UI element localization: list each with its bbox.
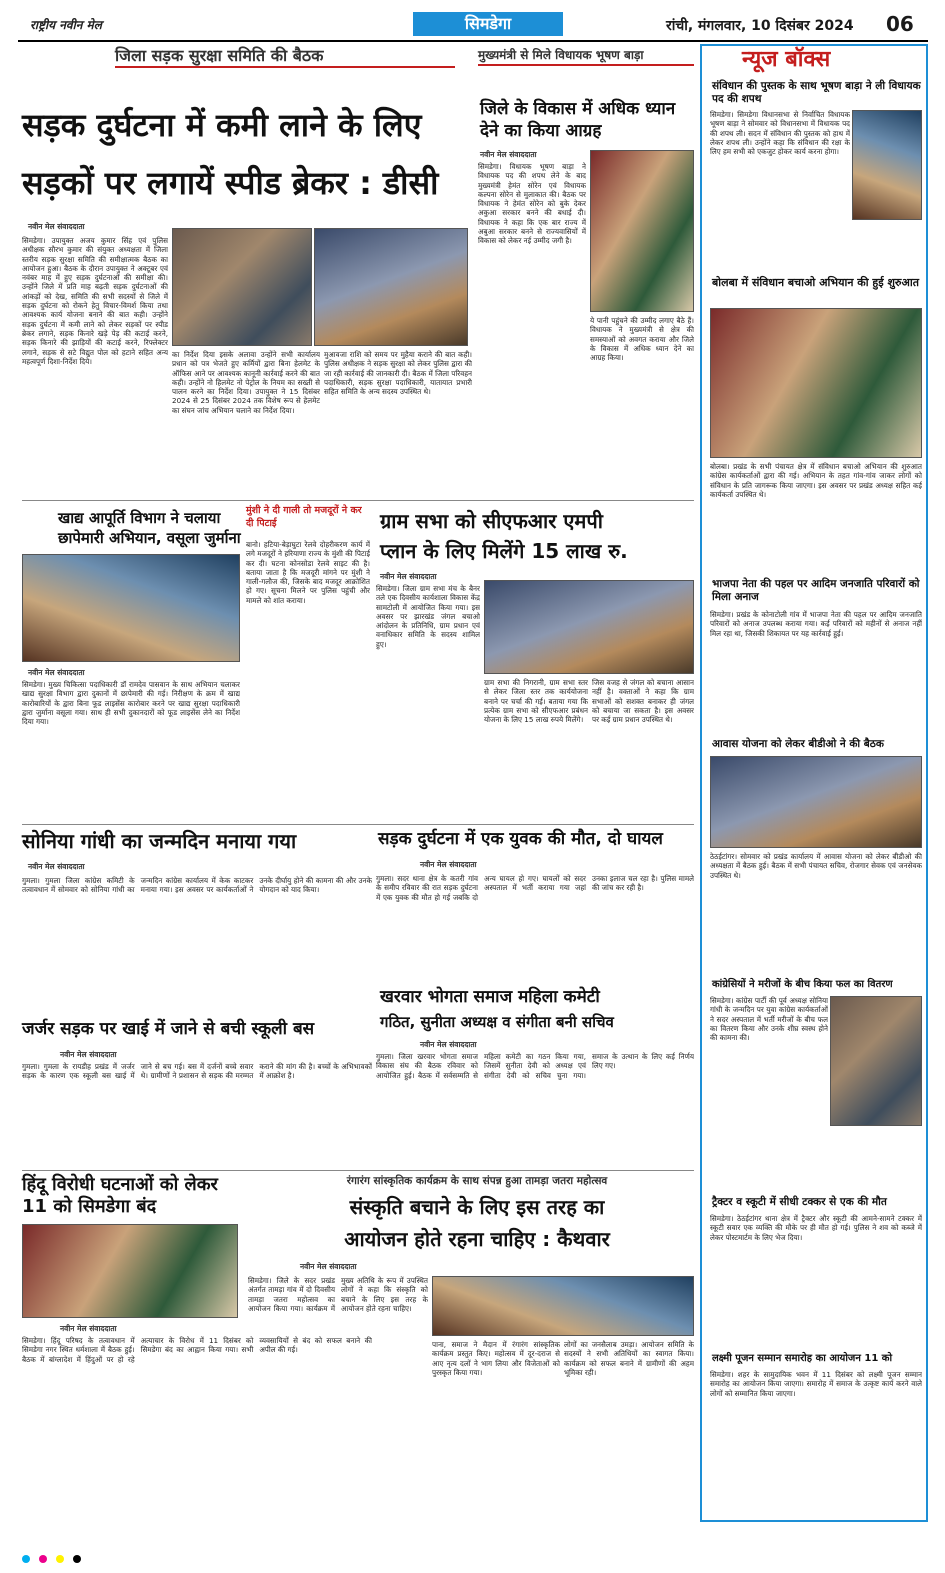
gramsabha-text-col2: ग्राम सभा की निगरानी, ग्राम सभा स्तर से लेकर जिला स्तर तक कार्ययोजना बनाने पर चर्चा की गई। बताया गया कि प्रत्येक ग्राम सभा को सीएफआर प्रबंधन योजना के लिए 15 लाख रुपये मिलेंगे। — [484, 678, 588, 725]
newsbox-title: न्यूज बॉक्स — [742, 47, 831, 72]
sonia-headline: सोनिया गांधी का जन्मदिन मनाया गया — [22, 829, 297, 853]
newsbox-story1-photo — [852, 110, 922, 220]
gramsabha-headline-2: प्लान के लिए मिलेंगे 15 लाख रु. — [380, 539, 628, 563]
accident-headline: सड़क दुर्घटना में एक युवक की मौत, दो घायल — [378, 829, 663, 849]
jatra-photo — [432, 1276, 694, 1336]
gramsabha-text-col3: जिस वजह से जंगल को बचाना आसान नहीं है। वक्ताओं ने कहा कि ग्राम सभाओं को सशक्त बनाकर ही जंगल को बचाया जा सकता है। इस अवसर पर कई ग्राम प्रधान उपस्थित थे। — [592, 678, 694, 725]
newsbox-story6-headline: ट्रैक्टर व स्कूटी में सीधी टक्कर से एक की मौत — [712, 1196, 887, 1208]
jatra-headline-2: आयोजन होते रहना चाहिए : कैथवार — [344, 1227, 610, 1251]
gramsabha-text-col1: सिमडेगा। जिला ग्राम सभा मंच के बैनर तले एक दिवसीय कार्यशाला विकास केंद्र सामटोली में आयोजित किया गया। इस अवसर पर झारखंड जंगल बचाओ आंदोलन के प्रतिनिधि, ग्राम प्रधान एवं वनाधिकार समिति के सदस्य शामिल हुए। — [376, 584, 480, 649]
lead-headline-1: सड़क दुर्घटना में कमी लाने के लिए — [22, 106, 422, 144]
jatra-text-col1: सिमडेगा। जिले के सदर प्रखंड अंतर्गत तामड़ा गांव में दो दिवसीय तामड़ा जतरा महोत्सव का आयोजन किया गया। कार्यक्रम में मुख्य अतिथि के रूप में उपस्थित लोगों ने कहा कि संस्कृति को बचाने के लिए इस तरह के आयोजन होते रहना चाहिए। — [248, 1276, 428, 1313]
newsbox-story4-photo — [710, 756, 922, 848]
lead-text-col1: सिमडेगा। उपायुक्त अजय कुमार सिंह एवं पुलिस अधीक्षक सौरभ कुमार की संयुक्त अध्यक्षता में जिला स्तरीय सड़क सुरक्षा समिति की समीक्षात्मक बैठक का आयोजन हुआ। बैठक के दौरान उपायुक्त ने अक्टूबर एवं नवंबर माह में हुए सड़क दुर्घटनाओं की समीक्षा की। उन्होंने जिले में प्रति माह बढ़ती सड़क दुर्घटनाओं की आंकड़ों को देख, समिति की सभी सदस्यों से जिले में सड़क दुर्घटना को रोकने हेतु विचार-विमर्श किया तथा आवश्यक कार्य योजना बनाने की बात कही। उन्होंने सड़क दुर्घटना में कमी लाने को लेकर सड़कों पर स्पीड ब्रेकर लगाने, सड़क किनारे खड़े पेड़ की कटाई करने, सड़क किनारे की झाड़ियों की कटाई करने, रिफ्लेक्टर लगाने, सड़क से सटे विद्युत पोल को हटाने सहित अन्य महत्वपूर्ण दिशा-निर्देश दिये। — [22, 236, 168, 366]
kharwar-text: गुमला। जिला खरवार भोगता समाज विकास संघ की बैठक रविवार को आयोजित हुई। बैठक में सर्वसम्मति से महिला कमेटी का गठन किया गया, जिसमें सुनीता देवी को अध्यक्ष एवं संगीता देवी को सचिव चुना गया। समाज के उत्थान के लिए कई निर्णय लिए गए। — [376, 1052, 694, 1080]
accident-text: गुमला। सदर थाना क्षेत्र के कतरी गांव के समीप रविवार की रात सड़क दुर्घटना में एक युवक की मौत हो गई जबकि दो अन्य घायल हो गए। घायलों को सदर अस्पताल में भर्ती कराया गया जहां उनका इलाज चल रहा है। पुलिस मामले की जांच कर रही है। — [376, 874, 694, 902]
reg-dot-cyan — [22, 1555, 30, 1563]
newsbox-story7-headline: लक्ष्मी पूजन सम्मान समारोह का आयोजन 11 को — [712, 1353, 893, 1364]
masthead-rule — [18, 40, 928, 42]
newsbox-story4-text: ठेठईटांगर। सोमवार को प्रखंड कार्यालय में आवास योजना को लेकर बीडीओ की अध्यक्षता में बैठक हुई। बैठक में सभी पंचायत सचिव, रोजगार सेवक एवं जनसेवक उपस्थित थे। — [710, 852, 922, 880]
rule-h1 — [22, 500, 694, 501]
bus-headline: जर्जर सड़क पर खाई में जाने से बची स्कूली बस — [22, 1019, 315, 1039]
hindu-photo — [22, 1224, 238, 1318]
lead-byline: नवीन मेल संवाददाता — [28, 222, 85, 231]
registration-marks — [22, 1548, 932, 1560]
newsbox-story3-text: सिमडेगा। प्रखंड के कोनाटोली गांव में भाजपा नेता की पहल पर आदिम जनजाति परिवारों को अनाज उपलब्ध कराया गया। कई परिवारों को महीनों से अनाज नहीं मिल रहा था, जिसकी शिकायत पर यह कार्रवाई हुई। — [710, 610, 922, 638]
khadya-text: सिमडेगा। मुख्य चिकित्सा पदाधिकारी डॉ रामदेव पासवान के साथ अभियान चलाकर खाद्य सुरक्षा विभाग द्वारा दुकानों में छापेमारी की गई। निरीक्षण के क्रम में खाद्य कारोबारियों के द्वारा बिना फूड लाइसेंस कारोबार करने पर खाद्य सुरक्षा पदाधिकारी द्वारा जुर्माना वसूला गया। साथ ही सभी दुकानदारों को फूड लाइसेंस लेने का निर्देश दिया गया। — [22, 680, 240, 727]
bhushan-kicker-text: मुख्यमंत्री से मिले विधायक भूषण बाड़ा — [478, 48, 644, 62]
newsbox-story4-headline: आवास योजना को लेकर बीडीओ ने की बैठक — [712, 738, 884, 750]
munshi-headline: मुंशी ने दी गाली तो मजदूरों ने कर दी पिटाई — [246, 505, 362, 529]
bhushan-photo — [590, 150, 694, 312]
jatra-text-col3: लोगों का जनसैलाब उमड़ा। आयोजन समिति के सदस्यों ने सभी अतिथियों का स्वागत किया। कार्यक्रम को सफल बनाने में ग्रामीणों की अहम भूमिका रही। — [564, 1340, 694, 1377]
dateline: रांची, मंगलवार, 10 दिसंबर 2024 — [666, 18, 854, 34]
newsbox-story5-headline: कांग्रेसियों ने मरीजों के बीच किया फल का वितरण — [712, 979, 893, 990]
khadya-photo — [22, 554, 240, 662]
jatra-kicker: रंगारंग सांस्कृतिक कार्यक्रम के साथ संपन्न हुआ तामड़ा जतरा महोत्सव — [346, 1175, 608, 1187]
gramsabha-byline: नवीन मेल संवाददाता — [380, 572, 437, 581]
kharwar-headline-1: खरवार भोगता समाज महिला कमेटी — [380, 987, 600, 1007]
lead-text-col2: का निर्देश दिया इसके अलावा उन्होंने सभी कार्यालय प्रधान को पत्र भेजते हुए कर्मियों द्वारा बिना हेलमेट के ऑफिस आने पर आवश्यक कानूनी कार्रवाई करने की बात कही। उन्होंने नो हिलमेट नो पेट्रोल के नियम का सख्ती से पालन करने का निर्देश दिया। उपायुक्त ने 15 दिसंबर 2024 से 25 दिसंबर 2024 तक विशेष रूप से हेलमेट का संघन जांच अभियान चलाने का निर्देश दिया। — [172, 350, 320, 415]
rule-h2 — [22, 824, 694, 825]
khadya-headline: खाद्य आपूर्ति विभाग ने चलाया छापेमारी अभियान, वसूला जुर्माना — [58, 509, 241, 547]
jatra-byline: नवीन मेल संवाददाता — [300, 1262, 357, 1271]
gramsabha-headline-1: ग्राम सभा को सीएफआर एमपी — [380, 509, 603, 533]
lead-photo-dc — [172, 228, 312, 346]
bus-text: गुमला। गुमला के रायडीह प्रखंड में जर्जर सड़क के कारण एक स्कूली बस खाई में जाने से बच गई। बस में दर्जनों बच्चे सवार थे। ग्रामीणों ने प्रशासन से सड़क की मरम्मत कराने की मांग की है। बच्चों के अभिभावकों में आक्रोश है। — [22, 1062, 372, 1081]
lead-kicker — [115, 46, 455, 68]
sonia-byline: नवीन मेल संवाददाता — [28, 862, 85, 871]
newsbox-story2-photo — [710, 308, 922, 458]
gramsabha-photo — [484, 580, 694, 674]
newsbox-story5-photo — [830, 996, 922, 1126]
newsbox-story7-text: सिमडेगा। शहर के सामुदायिक भवन में 11 दिसंबर को लक्ष्मी पूजन सम्मान समारोह का आयोजन किया जाएगा। समारोह में समाज के उत्कृष्ट कार्य करने वाले लोगों को सम्मानित किया जाएगा। — [710, 1370, 922, 1398]
masthead — [18, 10, 928, 40]
kharwar-headline-2: गठित, सुनीता अध्यक्ष व संगीता बनी सचिव — [380, 1013, 614, 1031]
hindu-headline: हिंदू विरोधी घटनाओं को लेकर 11 को सिमडेगा बंद — [22, 1174, 218, 1217]
reg-dot-magenta — [39, 1555, 47, 1563]
page-number: 06 — [886, 12, 914, 36]
newsbox-story3-headline: भाजपा नेता की पहल पर आदिम जनजाति परिवारों को मिला अनाज — [712, 578, 920, 603]
section-banner: सिमडेगा — [413, 12, 563, 36]
rule-h3 — [22, 1170, 694, 1171]
newsbox — [700, 44, 928, 1522]
reg-dot-yellow — [56, 1555, 64, 1563]
lead-kicker-text: जिला सड़क सुरक्षा समिति की बैठक — [115, 46, 324, 65]
jatra-text-col2: पाना, समाज ने मैदान में रंगारंग सांस्कृतिक कार्यक्रम प्रस्तुत किए। महोत्सव में दूर-दराज से आए नृत्य दलों ने भाग लिया और विजेताओं को पुरस्कृत किया गया। — [432, 1340, 560, 1377]
lead-text-col3: मुआवजा राशि को समय पर मुहैया कराने की बात कही। पुलिस अधीक्षक ने सड़क सुरक्षा को लेकर पुलिस द्वारा की जा रही कार्रवाई की जानकारी दी। बैठक में जिला परिवहन पदाधिकारी, सड़क सुरक्षा पदाधिकारी, यातायात प्रभारी सहित समिति के अन्य सदस्य उपस्थित थे। — [324, 350, 472, 397]
newsbox-story6-text: सिमडेगा। ठेठईटांगर थाना क्षेत्र में ट्रैक्टर और स्कूटी की आमने-सामने टक्कर में स्कूटी सवार एक व्यक्ति की मौके पर ही मौत हो गई। पुलिस ने शव को कब्जे में लेकर पोस्टमार्टम के लिए भेज दिया। — [710, 1214, 922, 1242]
jatra-headline-1: संस्कृति बचाने के लिए इस तरह का — [349, 1195, 605, 1219]
khadya-byline: नवीन मेल संवाददाता — [28, 668, 85, 677]
lead-headline-2: सड़कों पर लगायें स्पीड ब्रेकर : डीसी — [22, 164, 439, 202]
newsbox-story5-text: सिमडेगा। कांग्रेस पार्टी की पूर्व अध्यक्ष सोनिया गांधी के जन्मदिन पर युवा कांग्रेस कार्यकर्ताओं ने सदर अस्पताल में भर्ती मरीजों के बीच फल का वितरण किया और उनके शीघ्र स्वस्थ होने की कामना की। — [710, 996, 828, 1043]
newsbox-story1-headline: संविधान की पुस्तक के साथ भूषण बाड़ा ने ली विधायक पद की शपथ — [712, 80, 921, 105]
newspaper-logo: राष्ट्रीय नवीन मेल — [30, 18, 102, 32]
bhushan-kicker — [478, 44, 694, 66]
bhushan-byline: नवीन मेल संवाददाता — [480, 150, 537, 159]
kharwar-byline: नवीन मेल संवाददाता — [420, 1040, 477, 1049]
hindu-text: सिमडेगा। हिंदू परिषद के तत्वावधान में सिमडेगा नगर स्थित धर्मशाला में बैठक हुई। बैठक में बांग्लादेश में हिंदुओं पर हो रहे अत्याचार के विरोध में 11 दिसंबर को सिमडेगा बंद का आह्वान किया गया। सभी व्यवसायियों से बंद को सफल बनाने की अपील की गई। — [22, 1336, 372, 1364]
newsbox-story2-headline: बोलबा में संविधान बचाओ अभियान की हुई शुरुआत — [712, 276, 920, 289]
hindu-byline: नवीन मेल संवाददाता — [60, 1324, 117, 1333]
bhushan-text-col1: सिमडेगा। विधायक भूषण बाड़ा ने विधायक पद की शपथ लेने के बाद मुख्यमंत्री हेमंत सोरेन एवं विधायक कल्पना सोरेन से मुलाकात की। बैठक पर विधायक ने हेमंत सोरेन को बुके देकर अकुआ सरकार बनने की बधाई दी। विधायक ने कहा कि एक बार राज्य में अबुआ सरकार बनने से राज्यवासियों में विकास को लेकर नई उम्मीद जगी है। — [478, 162, 586, 246]
bus-byline: नवीन मेल संवाददाता — [60, 1050, 117, 1059]
sonia-text: गुमला। गुमला जिला कांग्रेस कमिटी के तत्वावधान में सोमवार को सोनिया गांधी का जन्मदिन कांग्रेस कार्यालय में केक काटकर मनाया गया। इस अवसर पर कार्यकर्ताओं ने उनके दीर्घायु होने की कामना की और उनके योगदान को याद किया। — [22, 876, 372, 895]
accident-byline: नवीन मेल संवाददाता — [420, 860, 477, 869]
bhushan-headline: जिले के विकास में अधिक ध्यान देने का किया आग्रह — [480, 99, 676, 141]
reg-dot-black — [73, 1555, 81, 1563]
bhushan-text-col2: ये पानी पहुंचने की उम्मीद लगाए बैठे हैं। विधायक ने मुख्यमंत्री से क्षेत्र की समस्याओं को अवगत कराया और जिले के विकास में अधिक ध्यान देने का आग्रह किया। — [590, 316, 694, 363]
newsbox-story1-text: सिमडेगा। सिमडेगा विधानसभा से निर्वाचित विधायक भूषण बाड़ा ने सोमवार को विधानसभा में विधायक पद की शपथ ली। सदन में संविधान की पुस्तक को हाथ में लेकर शपथ ली। उन्होंने कहा कि संविधान की रक्षा के लिए हम सभी को एकजुट होकर कार्य करना होगा। — [710, 110, 850, 157]
munshi-text: बानो। हटिया-बेड़ाघुटा रेलवे दोहरीकरण कार्य में लगे मजदूरों ने हरियाणा राज्य के मुंशी की पिटाई कर दी। घटना कोनसोडा रेलवे साइट की है। बताया जाता है कि मजदूरी मांगने पर मुंशी ने गाली-गलौज की, जिसके बाद मजदूर आक्रोशित हो गए। सूचना मिलने पर पुलिस पहुंची और मामले को शांत कराया। — [246, 540, 370, 605]
newsbox-story2-text: बोलबा। प्रखंड के सभी पंचायत क्षेत्र में संविधान बचाओ अभियान की शुरुआत कांग्रेस कार्यकर्ताओं द्वारा की गई। अभियान के तहत गांव-गांव जाकर लोगों को संविधान के प्रति जागरूक किया जाएगा। इस अवसर पर प्रखंड अध्यक्ष सहित कई कार्यकर्ता उपस्थित थे। — [710, 462, 922, 499]
lead-photo-meeting — [314, 228, 468, 346]
